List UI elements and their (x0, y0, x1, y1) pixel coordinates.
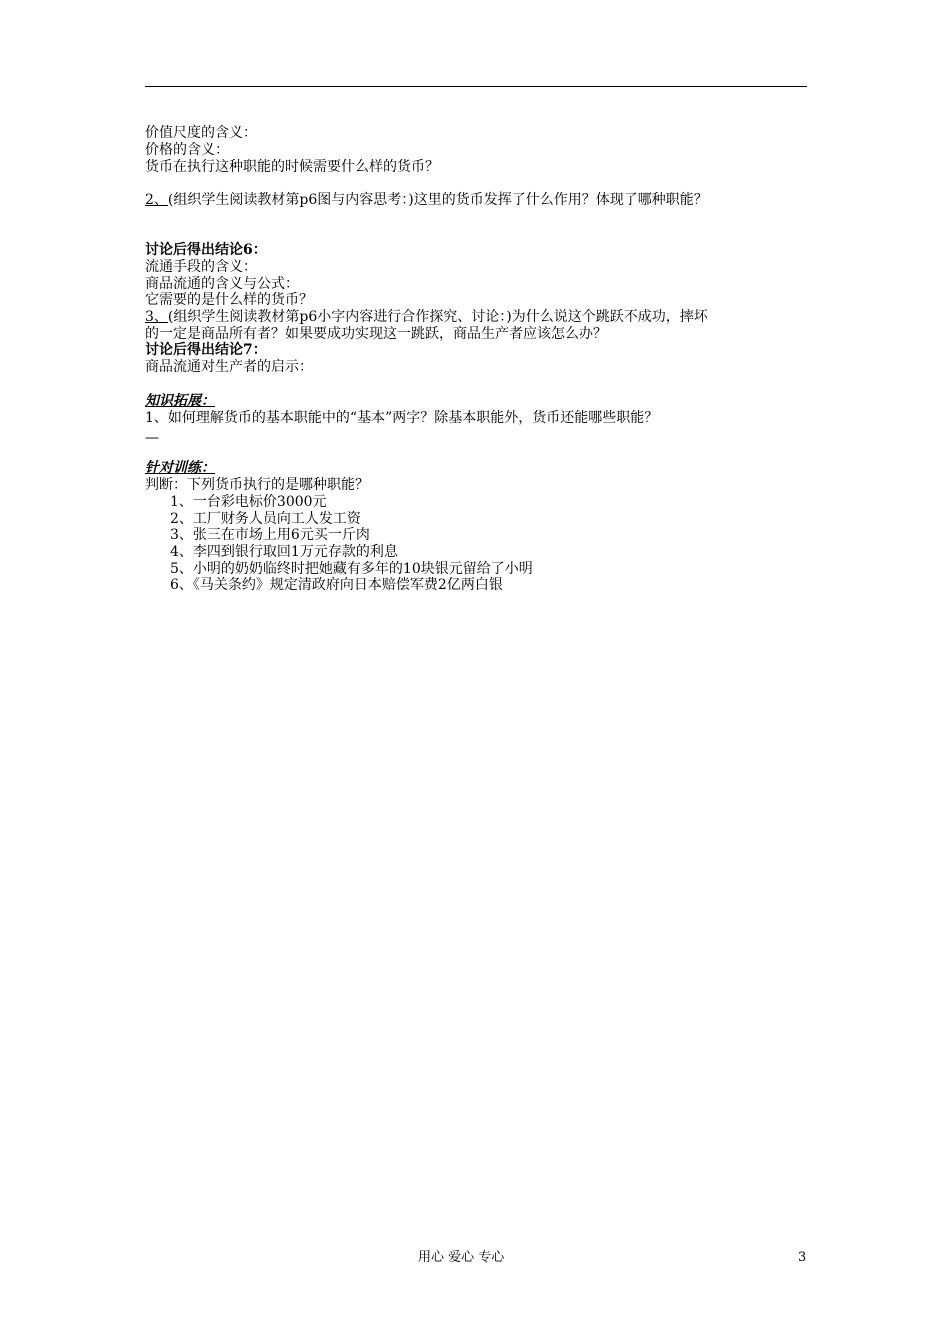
training-item: 2、工厂财务人员向工人发工资 (170, 511, 361, 527)
money-type-question: 货币在执行这种职能的时候需要什么样的货币？ (145, 159, 439, 175)
extension-heading: 知识拓展： (145, 393, 215, 409)
circulation-means-line: 流通手段的含义： (145, 259, 257, 275)
question-2 (145, 192, 708, 208)
commodity-circulation-line: 商品流通的含义与公式： (145, 276, 299, 292)
value-measure-line: 价值尺度的含义： (145, 125, 257, 141)
question-3-number: 3、 (145, 309, 168, 325)
training-item: 1、一台彩电标价3000元 (170, 494, 327, 510)
page-number: 3 (798, 1250, 807, 1265)
training-intro: 判断：下列货币执行的是哪种职能？ (145, 477, 369, 493)
training-heading: 针对训练： (145, 460, 215, 476)
training-item: 4、李四到银行取回1万元存款的利息 (170, 544, 398, 560)
extension-question-1: 1、如何理解货币的基本职能中的“基本”两字？除基本职能外，货币还能哪些职能？ (145, 410, 659, 426)
question-3-line-2: 的一定是商品所有者？如果要成功实现这一跳跃，商品生产者应该怎么办？ (145, 326, 607, 342)
question-3-text-1: (组织学生阅读教材第p6小字内容进行合作探究、讨论：)为什么说这个跳跃不成功，摔坏 (167, 309, 708, 325)
money-needed-line: 它需要的是什么样的货币？ (145, 292, 313, 308)
header-rule (145, 86, 807, 87)
price-meaning-line: 价格的含义： (145, 142, 229, 158)
training-item: 5、小明的奶奶临终时把她藏有多年的10块银元留给了小明 (170, 561, 533, 577)
training-item: 6、《马关条约》规定清政府向日本赔偿军费2亿两白银 (170, 577, 503, 593)
conclusion-7-heading: 讨论后得出结论7： (145, 342, 267, 358)
question-2-number: 2、 (145, 192, 168, 208)
footer-motto: 用心 爱心 专心 (418, 1250, 505, 1265)
conclusion-6-heading: 讨论后得出结论6： (145, 242, 267, 258)
extension-dash: — (145, 430, 159, 446)
training-item: 3、张三在市场上用6元买一斤肉 (170, 527, 370, 543)
question-2-text: (组织学生阅读教材第p6图与内容思考：)这里的货币发挥了什么作用？体现了哪种职能？ (167, 192, 708, 208)
question-3-line-1 (145, 309, 708, 325)
producer-inspiration-line: 商品流通对生产者的启示： (145, 359, 313, 375)
